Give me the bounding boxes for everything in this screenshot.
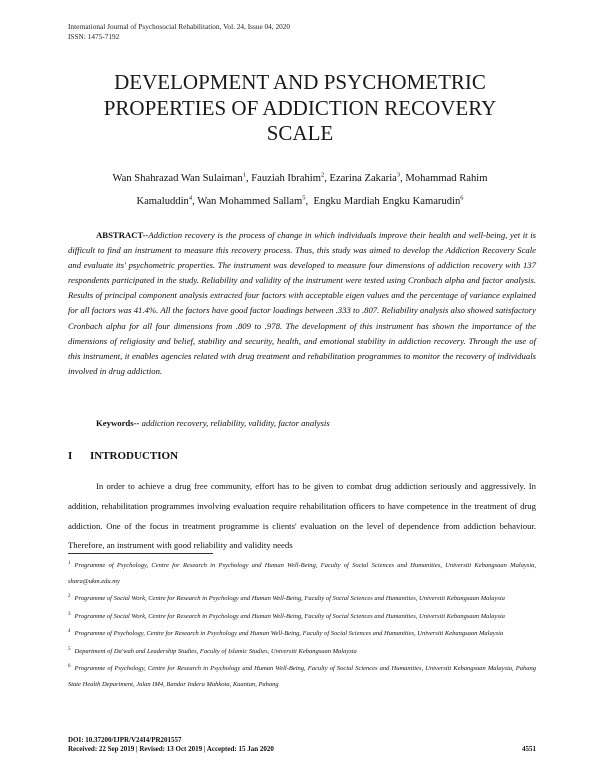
abstract [68,228,536,379]
footnote-text: Programme of Social Work, Centre for Research in Psychology and Human Well-Being, Faculty of Social Sciences and Humanities, Universiti Kebangsaan Malaysia [74,612,505,620]
author-affiliation-mark: 6 [460,194,464,202]
journal-citation: International Journal of Psychosocial Rehabilitation, Vol. 24, Issue 04, 2020 [68,22,291,31]
doi: DOI: 10.37200/IJPR/V24I4/PR201557 [68,736,182,744]
footnote-text: Department of Da'wah and Leadership Studies, Faculty of Islamic Studies, Universiti Kebangsaan Malaysia [74,647,357,655]
author-affiliation-mark: 4 [188,194,193,202]
journal-header [68,22,290,41]
footnote-number: 6 [68,664,71,670]
author-affiliation-mark: 1 [242,171,246,179]
author-name: Kamaluddin [136,196,189,207]
footnote [68,607,536,625]
footnote-text: Programme of Social Work, Centre for Research in Psychology and Human Well-Being, Faculty of Social Sciences and Humanities, Universiti Kebangsaan Malaysia [74,595,505,603]
keywords-label: Keywords-- [96,418,140,428]
author-line-2: Kamaluddin$^4$, Wan Mohammed Sallam$^5$, Engku Mardiah Engku Kamarudin$^6$ [136,194,464,207]
intro-paragraph: In order to achieve a drug free community, effort has to be given to combat drug addiction seriously and aggressively. In addition, rehabilitation programmes involving evaluation require rehabilitation officers to have competence in the treatment of drug addiction. One of the focus in treatment programme is clients' evaluation on the level of dependence from addiction behaviour. Therefore, an instrument with good reliability and validity needs [68,481,536,551]
author-name: Mohammad Rahim [405,173,488,184]
section-heading [68,450,178,462]
title-line-1: DEVELOPMENT AND PSYCHOMETRIC [114,70,486,94]
footnote-number: 2 [68,593,71,599]
author-line-1: Wan Shahrazad Wan Sulaiman$^1$, Fauziah Ibrahim$^2$, Ezarina Zakaria$^3$, Mohammad Rahim [112,171,488,184]
keywords-text: addiction recovery, reliability, validity, factor analysis [139,418,330,428]
article-dates: Received: 22 Sep 2019 | Revised: 13 Oct 2019 | Accepted: 15 Jan 2020 [68,745,274,753]
author-affiliation-mark: 5 [302,194,306,202]
footnote [68,589,536,607]
section-title: INTRODUCTION [90,450,179,462]
footnote-text: Programme of Psychology, Centre for Research in Psychology and Human Well-Being, Faculty of Social Sciences and Humanities, Universiti Kebangsaan Malaysia, shara@ukm.edu.my [68,562,536,585]
paper-title [40,70,560,147]
footnote-divider [68,553,213,554]
footnote [68,624,536,642]
footnote-text: Programme of Psychology, Centre for Research in Psychology and Human Well-Being, Faculty of Social Sciences and Humanities, Universiti Kebangsaan Malaysia, Pahang State Health Department, Jalan IM4, Bandar Indera Mahkota, Kuantan, Pahang [68,665,536,688]
abstract-label: ABSTRACT-- [96,230,149,240]
author-name: Engku Mardiah Engku Kamarudin [313,196,461,207]
author-name: Wan Mohammed Sallam [197,196,303,207]
abstract-text: Addiction recovery is the process of change in which individuals improve their health and well-being, yet it is difficult to find an instrument to measure this recovery process. Thus, this study was aimed to develop the Addiction Recovery Scale and evaluate its' psychometric properties. The instrument was developed to measure four dimensions of addiction recovery with 137 respondents participated in the study. Reliability and validity of the instrument were tested using Cronbach alpha and factor analysis. Results of principal component analysis extracted four factors with acceptable eigen values and the percentage of variance explained for all factors was 41.4%. All the factors have good factor loadings between .333 to .807. Reliability analysis also showed satisfactory Cronbach alpha for all four dimensions from .809 to .978. The development of this instrument has shown the importance of the dimensions of religiosity and belief, stability and security, health, and emotional stability in addiction recovery. Through the use of this instrument, it enables agencies related with drug treatment and rehabilitation programmes to monitor the recovery of individuals involved in drug addiction. [68,230,536,376]
author-name: Ezarina Zakaria [329,173,397,184]
footnote [68,642,536,660]
footnote-number: 3 [68,611,71,617]
footnote-number: 1 [68,561,71,566]
author-affiliation-mark: 2 [320,171,325,179]
author-list [40,167,560,213]
footnote-text: Programme of Psychology, Centre for Research in Psychology and Human Well-Being, Faculty of Social Sciences and Humanities, Universiti Kebangsaan Malaysia [74,630,504,638]
title-line-2: PROPERTIES OF ADDICTION RECOVERY [103,95,497,120]
issn: ISSN: 1475-7192 [68,31,120,41]
author-name: Wan Shahrazad Wan Sulaiman [112,173,243,184]
page-number: 4551 [522,745,536,753]
author-name: Fauziah Ibrahim [251,173,321,184]
footnote-number: 5 [68,646,71,652]
page-footer [68,736,274,754]
footnote [68,659,536,692]
keywords [96,418,330,428]
footnotes [68,556,536,692]
footnote-number: 4 [68,629,71,635]
footnote [68,556,536,589]
author-affiliation-mark: 3 [396,171,401,179]
section-number: I [68,450,73,462]
title-line-3: SCALE [266,121,334,145]
